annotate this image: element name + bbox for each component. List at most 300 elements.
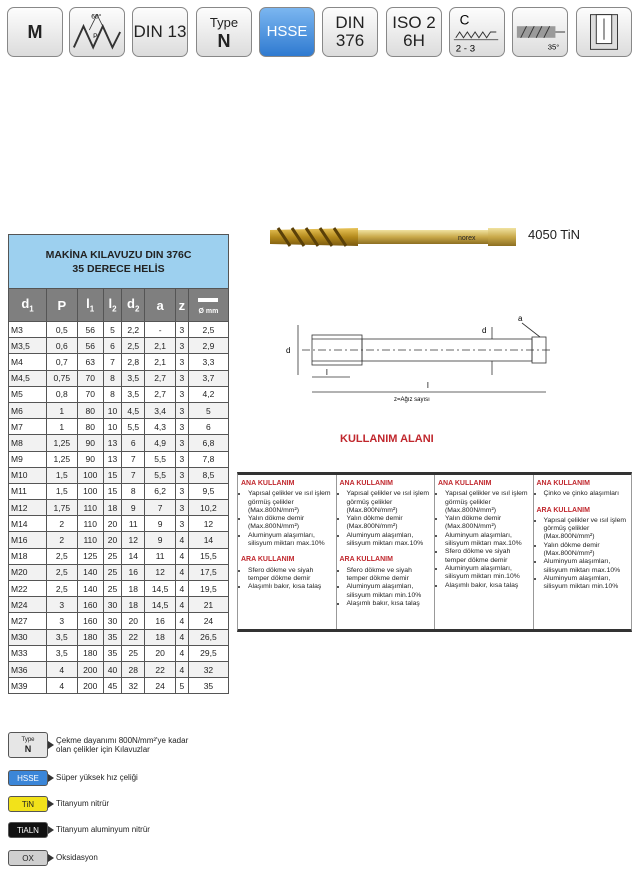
table-cell: 11 [122,516,145,532]
table-row [9,451,229,467]
table-cell: M20 [9,564,47,580]
badge-din376 [322,7,378,57]
arrow-right-icon [48,774,54,782]
table-cell: M4 [9,354,47,370]
table-cell: 30 [103,613,121,629]
col-header-drill: Ø mm [188,289,228,322]
col-header-l2: $l_2$ [103,289,121,322]
table-cell: 3 [175,516,188,532]
table-cell: M16 [9,532,47,548]
table-cell: 28 [122,661,145,677]
arrow-right-icon [48,826,54,834]
table-cell: 6 [103,338,121,354]
badge-thread-angle [69,7,125,57]
usage-item: • Yalın dökme demir (Max.800N/mm²) [445,515,530,532]
l1-label: l [427,381,429,390]
table-cell: 8 [122,483,145,499]
table-cell: 4 [175,581,188,597]
table-cell: 30 [103,597,121,613]
table-cell: 20 [103,532,121,548]
table-cell: 5 [188,402,228,418]
blind-hole-icon [577,8,631,56]
table-cell: 3 [175,354,188,370]
table-cell: M3 [9,322,47,338]
table-cell: M3,5 [9,338,47,354]
table-cell: 4,3 [145,419,175,435]
din376-line2: 376 [335,31,365,50]
product-code: 4050 TiN [528,227,581,242]
table-cell: 6,8 [188,435,228,451]
legend-text: Oksidasyon [56,853,98,862]
table-row [9,645,229,661]
table-cell: 4,2 [188,386,228,402]
table-cell: 2,2 [122,322,145,338]
table-cell: M24 [9,597,47,613]
col-header-d1: $d_1$ [9,289,47,322]
table-row [9,548,229,564]
table-cell: 0,8 [47,386,77,402]
table-cell: 4,5 [122,402,145,418]
table-cell: 4 [175,532,188,548]
legend-badge-label: N [24,744,32,754]
table-cell: 10,2 [188,500,228,516]
table-cell: 35 [103,645,121,661]
table-cell: 110 [77,532,103,548]
arrow-right-icon [48,854,54,862]
d2-label: d [482,326,487,335]
legend-badge [8,796,48,812]
chamfer-icon [450,8,504,56]
table-cell: 18 [122,597,145,613]
table-cell: 25 [103,564,121,580]
badge-hsse: HSSE [259,7,315,57]
usage-secondary-heading: ARA KULLANIM [241,556,295,564]
table-cell: 15 [103,483,121,499]
table-cell: 3 [175,451,188,467]
table-cell: 5,5 [145,467,175,483]
table-cell: M4,5 [9,370,47,386]
table-cell: 1,5 [47,467,77,483]
table-cell: 70 [77,386,103,402]
table-row [9,629,229,645]
usage-item: • Alaşımlı bakır, kısa talaş [445,582,530,590]
badge-metric: M [7,7,63,57]
legend-badge-label: TiALN [17,825,39,835]
col-header-l1: $l_1$ [77,289,103,322]
table-cell: 3 [175,338,188,354]
table-row [9,564,229,580]
usage-main-heading: ANA KULLANIM [438,480,492,487]
table-cell: 2,1 [145,354,175,370]
usage-title: KULLANIM ALANI [340,433,434,445]
table-cell: 3 [175,435,188,451]
table-cell: 10 [103,402,121,418]
table-cell: 2,9 [188,338,228,354]
usage-item: • Aluminyum alaşımları, silisyum miktarı max.10% [347,532,432,549]
spec-table [8,234,229,694]
badge-iso2 [386,7,442,57]
table-cell: M7 [9,419,47,435]
table-cell: 26,5 [188,629,228,645]
z-caption: z=Ağız sayısı [394,397,430,403]
usage-item: • Yalın dökme demir (Max.800N/mm²) [347,515,432,532]
table-cell: 13 [103,451,121,467]
table-title-line2: 35 DERECE HELİS [72,262,165,275]
d1-label: d [286,346,291,355]
table-cell: M27 [9,613,47,629]
table-cell: 8,5 [188,467,228,483]
table-title-line1: MAKİNA KILAVUZU DIN 376C [45,248,192,261]
table-cell: 4 [175,564,188,580]
usage-secondary-heading: ARA KULLANIM [339,556,393,564]
l2-label: l [326,368,328,377]
table-row [9,678,229,694]
usage-main-heading: ANA KULLANIM [536,480,590,487]
usage-item: • Aluminyum alaşımları, silisyum miktarı min.10% [445,565,530,582]
table-cell: 3,3 [188,354,228,370]
usage-item: • Yalın dökme demir (Max.800N/mm²) [248,515,333,532]
legend-text: Titanyum aluminyum nitrür [56,825,150,834]
table-cell: 1,25 [47,451,77,467]
legend-text: Titanyum nitrür [56,799,110,808]
table-cell: 2 [47,516,77,532]
table-cell: 7 [145,500,175,516]
table-cell: 4 [175,629,188,645]
legend-badge-label: TiN [21,799,35,809]
table-cell: M36 [9,661,47,677]
usage-table [237,472,632,632]
legend-badge [8,822,48,838]
table-cell: 25 [103,581,121,597]
table-cell: 4 [175,613,188,629]
usage-item: • Aluminyum alaşımları, silisyum miktarı max.10% [248,532,333,549]
table-cell: 9 [122,500,145,516]
table-cell: 9 [145,516,175,532]
usage-item: • Yapısal çelikler ve ısıl işlem görmüş çelikler (Max.800N/mm²) [347,490,432,515]
table-cell: 25 [103,548,121,564]
table-row [9,597,229,613]
table-cell: 6,2 [145,483,175,499]
table-cell: 160 [77,597,103,613]
table-cell: 3,5 [47,645,77,661]
table-row [9,322,229,338]
table-cell: 3,4 [145,402,175,418]
table-cell: 14 [122,548,145,564]
table-cell: 0,7 [47,354,77,370]
usage-main-heading: ANA KULLANIM [339,480,393,487]
table-cell: 3,7 [188,370,228,386]
table-row [9,467,229,483]
table-cell: 3 [175,322,188,338]
table-cell: 2,7 [145,370,175,386]
table-cell: M18 [9,548,47,564]
table-cell: 0,5 [47,322,77,338]
chamfer-letter: C [459,12,470,28]
table-cell: 18 [122,581,145,597]
table-cell: 35 [103,629,121,645]
table-title [9,235,229,289]
table-cell: 12 [188,516,228,532]
usage-item: • Alaşımlı bakır, kısa talaş [347,600,432,608]
table-cell: 13 [103,435,121,451]
usage-item: • Aluminyum alaşımları, silisyum miktarı min.10% [544,575,629,592]
usage-item: • Yapısal çelikler ve ısıl işlem görmüş çelikler (Max.800N/mm²) [248,490,333,515]
table-cell: M14 [9,516,47,532]
usage-column [435,475,534,629]
col-header-a: a [145,289,175,322]
table-cell: 3 [175,500,188,516]
table-cell: 25 [122,645,145,661]
table-cell: 14 [188,532,228,548]
table-cell: 1,25 [47,435,77,451]
usage-item: • Sfero dökme ve siyah temper dökme demir [248,567,333,584]
table-cell: 5 [175,678,188,694]
table-cell: 2,5 [188,322,228,338]
thread-profile-icon [70,8,124,56]
table-cell: 2,5 [122,338,145,354]
arrow-right-icon [48,741,54,749]
table-cell: 16 [122,564,145,580]
table-cell: 3 [47,597,77,613]
table-cell: 19,5 [188,581,228,597]
table-cell: 40 [103,661,121,677]
table-cell: 2,1 [145,338,175,354]
usage-column [238,475,337,629]
table-cell: 1 [47,419,77,435]
table-cell: 9 [145,532,175,548]
table-cell: 0,6 [47,338,77,354]
table-cell: 140 [77,564,103,580]
usage-item: • Sfero dökme ve siyah temper dökme demir [347,567,432,584]
table-cell: 32 [122,678,145,694]
chamfer-range: 2 - 3 [455,43,476,55]
table-cell: M22 [9,581,47,597]
table-cell: 140 [77,581,103,597]
usage-item: • Aluminyum alaşımları, silisyum miktarı max.10% [544,558,629,575]
helix-angle-label: 35° [547,42,560,52]
table-cell: 200 [77,661,103,677]
table-cell: 4 [47,678,77,694]
badge-blind-hole [576,7,632,57]
table-cell: 1,75 [47,500,77,516]
din376-line1: DIN [335,13,365,32]
table-cell: 80 [77,402,103,418]
table-cell: M11 [9,483,47,499]
table-cell: 2,8 [122,354,145,370]
table-cell: 3 [47,613,77,629]
table-body [9,322,229,694]
table-row [9,370,229,386]
table-cell: 1,5 [47,483,77,499]
col-header-p: P [47,289,77,322]
table-cell: 2,5 [47,564,77,580]
table-cell: 5,5 [122,419,145,435]
table-cell: 18 [103,500,121,516]
table-cell: 7 [103,354,121,370]
table-cell: 3,5 [122,386,145,402]
table-cell: 4 [175,661,188,677]
table-cell: M33 [9,645,47,661]
table-cell: 5 [103,322,121,338]
table-row [9,661,229,677]
tap-product-image [268,222,518,252]
table-cell: 110 [77,500,103,516]
usage-item: • Yalın dökme demir (Max.800N/mm²) [544,542,629,559]
table-cell: M39 [9,678,47,694]
table-cell: 2,5 [47,581,77,597]
table-cell: 56 [77,322,103,338]
table-cell: M8 [9,435,47,451]
type-word: Type [209,15,239,30]
table-row [9,419,229,435]
table-cell: 18 [145,629,175,645]
table-cell: 3 [175,467,188,483]
table-row [9,354,229,370]
table-cell: 8 [103,386,121,402]
table-cell: 6 [122,435,145,451]
table-cell: 12 [122,532,145,548]
table-row [9,483,229,499]
table-cell: 20 [122,613,145,629]
table-cell: 110 [77,516,103,532]
table-cell: M9 [9,451,47,467]
iso2-line2: 6H [403,31,425,50]
legend-badge [8,850,48,866]
table-cell: 24 [145,678,175,694]
col-header-d2: $d_2$ [122,289,145,322]
legend-badge-label: HSSE [17,773,39,783]
legend-badge [8,770,48,786]
table-cell: 3,5 [122,370,145,386]
table-cell: 180 [77,645,103,661]
usage-item: • Yapısal çelikler ve ısıl işlem görmüş çelikler (Max.800N/mm²) [544,517,629,542]
table-cell: 29,5 [188,645,228,661]
table-cell: 125 [77,548,103,564]
table-cell: 90 [77,435,103,451]
table-row [9,386,229,402]
spiral-flute-icon [513,8,567,56]
table-cell: 22 [145,661,175,677]
table-row [9,613,229,629]
table-cell: - [145,322,175,338]
iso2-line1: ISO 2 [392,13,436,32]
legend-badge-top: Type [21,737,35,743]
table-cell: 2,5 [47,548,77,564]
type-letter: N [217,31,231,51]
table-cell: 14,5 [145,597,175,613]
legend-text: Süper yüksek hız çeliği [56,773,138,782]
table-cell: 180 [77,629,103,645]
a-label: a [518,314,523,323]
table-cell: 1 [47,402,77,418]
drill-icon [197,295,219,305]
table-cell: 3 [175,370,188,386]
table-cell: 80 [77,419,103,435]
table-cell: 2,7 [145,386,175,402]
legend-text: Çekme dayanımı 800N/mm²'ye kadar olan çelikler için Kılavuzlar [56,736,189,754]
table-cell: 160 [77,613,103,629]
legend-badge [8,732,48,758]
table-cell: M5 [9,386,47,402]
table-cell: 20 [103,516,121,532]
badge-helix [512,7,568,57]
table-cell: 0,75 [47,370,77,386]
table-row [9,435,229,451]
usage-item: • Yapısal çelikler ve ısıl işlem görmüş çelikler (Max.800N/mm²) [445,490,530,515]
table-cell: 4 [175,597,188,613]
table-cell: 6 [188,419,228,435]
table-cell: 4 [175,548,188,564]
angle-label: 60° [91,13,102,21]
table-cell: 8 [103,370,121,386]
brand-mark: norex [458,235,476,242]
table-cell: 15 [103,467,121,483]
badge-type-n [196,7,252,57]
pitch-label: P [93,32,98,40]
table-cell: M30 [9,629,47,645]
table-cell: 2 [47,532,77,548]
usage-column [534,475,632,629]
table-cell: M6 [9,402,47,418]
table-cell: 16 [145,613,175,629]
table-cell: 100 [77,467,103,483]
table-cell: 9,5 [188,483,228,499]
table-cell: 63 [77,354,103,370]
table-cell: 3 [175,419,188,435]
table-cell: 3 [175,386,188,402]
usage-item: • Aluminyum alaşımları, silisyum miktarı max.10% [445,532,530,549]
table-cell: 7 [122,451,145,467]
table-cell: 10 [103,419,121,435]
table-row [9,338,229,354]
table-cell: 5,5 [145,451,175,467]
table-cell: 32 [188,661,228,677]
table-row [9,581,229,597]
table-cell: 12 [145,564,175,580]
col-header-z: z [175,289,188,322]
table-cell: 7,8 [188,451,228,467]
tap-technical-drawing [282,305,552,405]
table-cell: 21 [188,597,228,613]
table-cell: 14,5 [145,581,175,597]
table-cell: 11 [145,548,175,564]
table-cell: 4 [175,645,188,661]
table-cell: M10 [9,467,47,483]
usage-item: • Alaşımlı bakır, kısa talaş [248,583,333,591]
usage-item: • Çinko ve çinko alaşımları [544,490,629,498]
table-cell: 4,9 [145,435,175,451]
table-cell: 100 [77,483,103,499]
table-cell: M12 [9,500,47,516]
table-cell: 3 [175,483,188,499]
table-cell: 7 [122,467,145,483]
usage-main-heading: ANA KULLANIM [241,480,295,487]
table-cell: 4 [47,661,77,677]
table-cell: 70 [77,370,103,386]
table-row [9,402,229,418]
legend-badge-label: OX [22,853,34,863]
table-row [9,500,229,516]
usage-column [337,475,436,629]
table-header-row [9,289,229,322]
table-cell: 17,5 [188,564,228,580]
table-cell: 3,5 [47,629,77,645]
table-cell: 22 [122,629,145,645]
badge-chamfer [449,7,505,57]
table-cell: 15,5 [188,548,228,564]
table-cell: 35 [188,678,228,694]
arrow-right-icon [48,800,54,808]
